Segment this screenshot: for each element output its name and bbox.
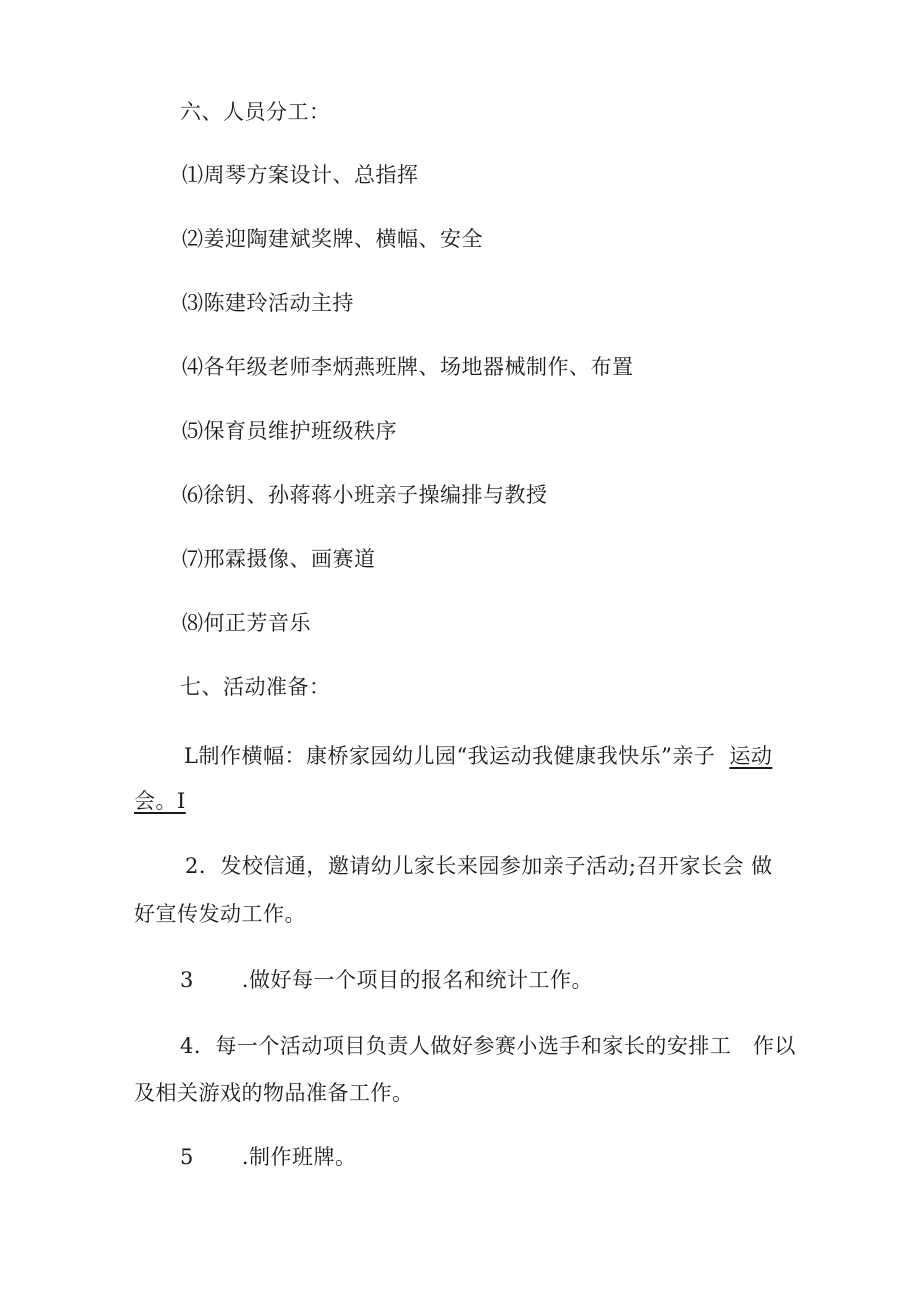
prep-item-3-number: 3: [180, 968, 194, 992]
staff-item-6: ⑹徐钥、孙蒋蒋小班亲子操编排与教授: [182, 483, 548, 507]
staff-item-3: ⑶陈建玲活动主持: [182, 291, 354, 315]
prep-item-5: [180, 1143, 357, 1171]
prep-item-1-underlined: 运动: [729, 744, 773, 768]
prep-item-5-text: .制作班牌。: [241, 1145, 357, 1169]
prep-item-1-text: L制作横幅：康桥家园幼儿园“我运动我健康我快乐”亲子: [184, 744, 716, 768]
staff-item-4: ⑷各年级老师李炳燕班牌、场地器械制作、布置: [182, 355, 634, 379]
staff-item-2: ⑵姜迎陶建斌奖牌、横幅、安全: [182, 227, 483, 251]
staff-item-5: ⑸保育员维护班级秩序: [182, 419, 397, 443]
prep-item-1-line-2: 会。I: [134, 789, 186, 813]
prep-item-2-line-2: 好宣传发动工作。: [134, 902, 306, 926]
prep-item-3: [180, 966, 593, 994]
staff-item-8: ⑻何正芳音乐: [182, 611, 311, 635]
section-heading-staffing: 六、人员分工：: [180, 100, 331, 124]
prep-item-3-text: .做好每一个项目的报名和统计工作。: [241, 968, 594, 992]
prep-item-4-line-2: 及相关游戏的物品准备工作。: [134, 1081, 414, 1105]
prep-item-5-number: 5: [180, 1145, 194, 1169]
staff-item-7: ⑺邢霖摄像、画赛道: [182, 547, 376, 571]
section-heading-preparation: 七、活动准备：: [180, 675, 331, 699]
prep-item-4-line-1: 4．每一个活动项目负责人做好参赛小选手和家长的安排工 作以: [180, 1034, 796, 1058]
prep-item-1-line-1: [184, 742, 772, 770]
prep-item-2-line-1: 2．发校信通，邀请幼儿家长来园参加亲子活动;召开家长会 做: [185, 854, 773, 878]
staff-item-1: ⑴周琴方案设计、总指挥: [182, 163, 419, 187]
